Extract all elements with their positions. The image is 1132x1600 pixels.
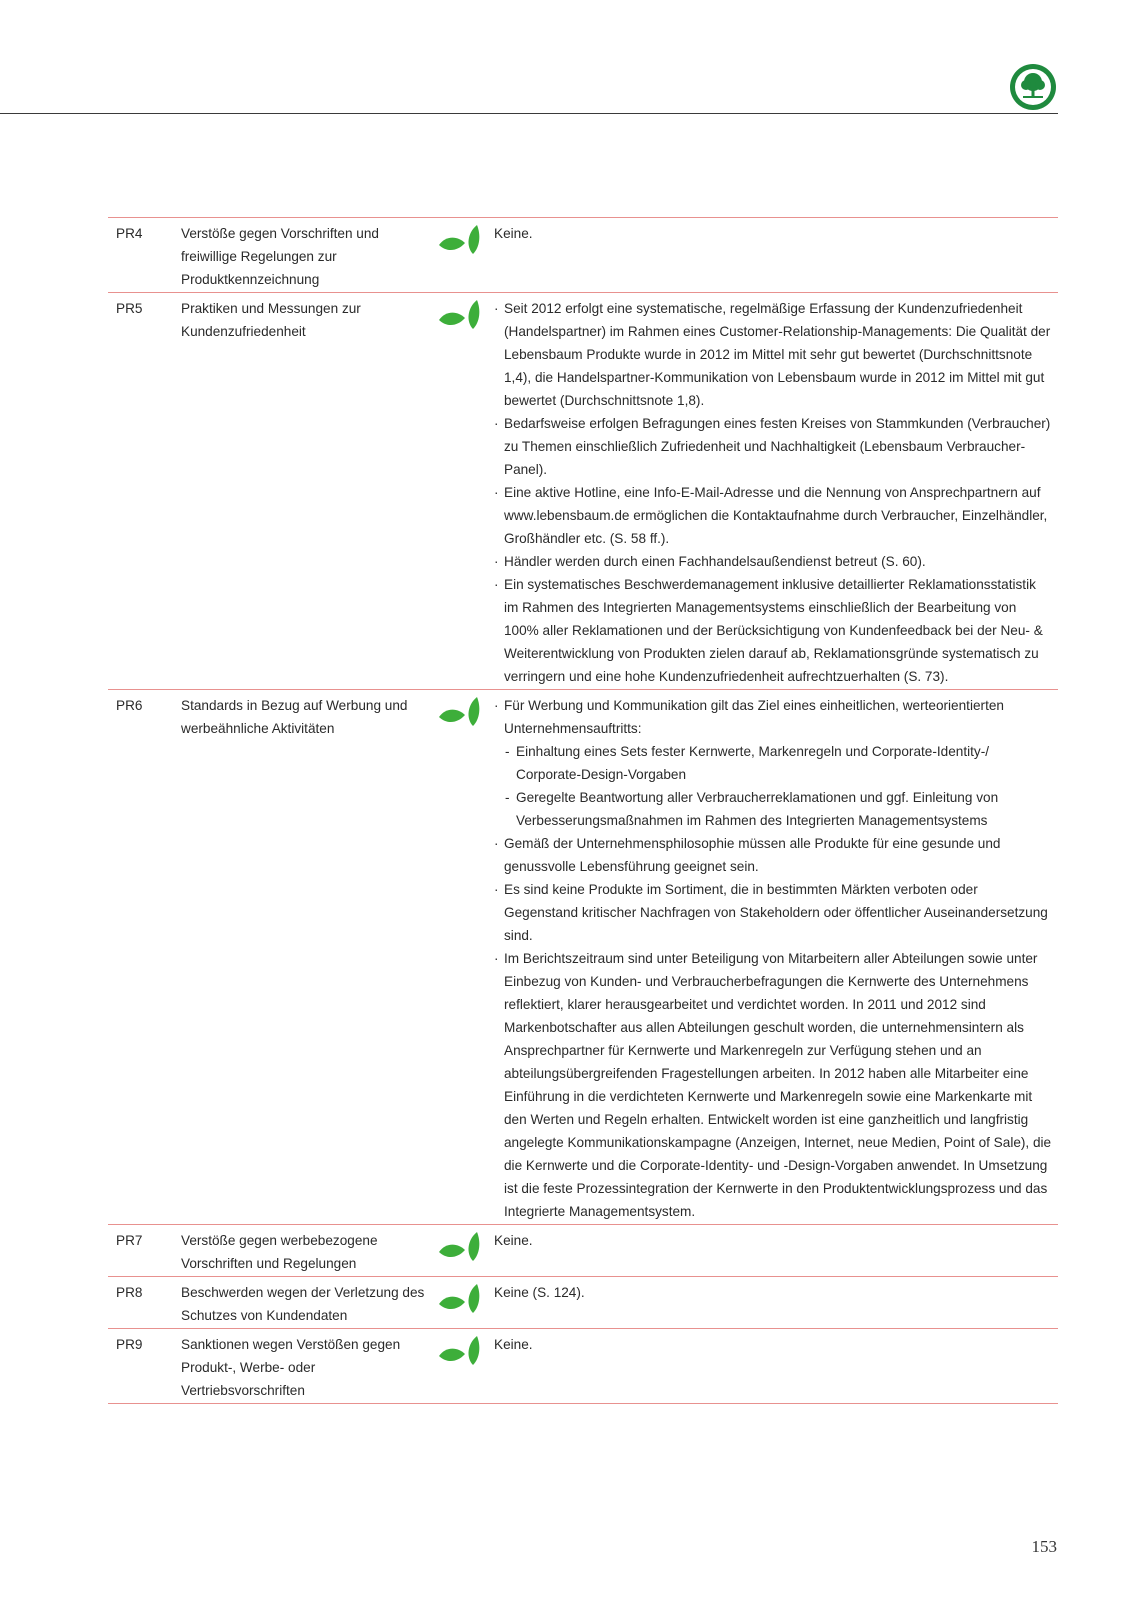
rating-indicator [437, 222, 494, 291]
lebensbaum-logo [1009, 63, 1057, 111]
bullet-marker: · [494, 698, 499, 713]
leaf-icon [437, 1282, 481, 1316]
indicator-code: PR8 [116, 1285, 143, 1300]
bullet-marker: · [494, 554, 499, 569]
indicator-code: PR6 [116, 698, 143, 713]
indicator-content [494, 1229, 1058, 1275]
bullet-item [494, 878, 1054, 947]
bullet-item [494, 550, 1054, 573]
dash-marker: - [505, 790, 510, 805]
bullet-item [494, 947, 1054, 1223]
table-row [108, 690, 1058, 1225]
bullet-item [494, 832, 1054, 878]
indicator-code: PR9 [116, 1337, 143, 1352]
bullet-text: Eine aktive Hotline, eine Info-E-Mail-Adresse und die Nennung von Ansprechpartnern auf www.lebensbaum.de ermöglichen die Kontaktaufnahme durch Verbraucher, Einzelhändler, Großhändler etc. (S. 58 ff.). [504, 485, 1048, 546]
content-text: Keine. [494, 1337, 533, 1352]
page-number: 153 [1031, 1537, 1057, 1556]
sub-item [494, 786, 1054, 832]
indicator-title: Sanktionen wegen Verstößen gegen Produkt-, Werbe- oder Vertriebsvorschriften [181, 1337, 401, 1398]
table-row [108, 1277, 1058, 1329]
indicator-title: Praktiken und Messungen zur Kundenzufriedenheit [181, 301, 361, 339]
indicator-title: Beschwerden wegen der Verletzung des Schutzes von Kundendaten [181, 1285, 425, 1323]
table-row [108, 1329, 1058, 1404]
indicator-code: PR5 [116, 301, 143, 316]
indicator-content [494, 694, 1058, 1223]
sub-item-text: Geregelte Beantwortung aller Verbraucherreklamationen und ggf. Einleitung von Verbesserungsmaßnahmen im Rahmen des Integrierten Managementsystems [516, 790, 999, 828]
bullet-text: Ein systematisches Beschwerdemanagement inklusive detaillierter Reklamationsstatistik im Rahmen des Integrierten Managementsystems einschließlich der Bearbeitung von 100% aller Reklamationen und der Berücksichtigung von Kundenfeedback bei der Neu- & Weiterentwicklung von Produkten zielen darauf ab, Reklamationsgründe systematisch zu verringern und eine hohe Kundenzufriedenheit aufrechtzuerhalten (S. 73). [504, 577, 1043, 684]
table-row [108, 1225, 1058, 1277]
leaf-icon [437, 223, 481, 257]
indicator-content [494, 297, 1058, 688]
bullet-item [494, 573, 1054, 688]
bullet-marker: · [494, 485, 499, 500]
bullet-text: Bedarfsweise erfolgen Befragungen eines festen Kreises von Stammkunden (Verbraucher) zu Themen einschließlich Zufriedenheit und Nachhaltigkeit (Lebensbaum Verbraucher-Panel). [504, 416, 1051, 477]
rating-indicator [437, 694, 494, 1223]
dash-marker: - [505, 744, 510, 759]
leaf-icon [437, 298, 481, 332]
indicator-title: Verstöße gegen werbebezogene Vorschriften und Regelungen [181, 1233, 378, 1271]
header-rule [0, 113, 1058, 114]
bullet-marker: · [494, 836, 499, 851]
rating-indicator [437, 1333, 494, 1402]
rating-indicator [437, 297, 494, 688]
bullet-text: Es sind keine Produkte im Sortiment, die in bestimmten Märkten verboten oder Gegenstand kritischer Nachfragen von Stakeholdern oder öffentlicher Auseinandersetzung sind. [504, 882, 1048, 943]
bullet-marker: · [494, 577, 499, 592]
indicator-title: Standards in Bezug auf Werbung und werbeähnliche Aktivitäten [181, 698, 408, 736]
table-row [108, 293, 1058, 690]
content-text: Keine. [494, 1233, 533, 1248]
indicator-content [494, 1281, 1058, 1327]
indicator-title: Verstöße gegen Vorschriften und freiwillige Regelungen zur Produktkennzeichnung [181, 226, 379, 287]
indicator-content [494, 222, 1058, 291]
leaf-icon [437, 1230, 481, 1264]
bullet-text: Im Berichtszeitraum sind unter Beteiligung von Mitarbeitern aller Abteilungen sowie unter Einbezug von Kunden- und Verbraucherbefragungen die Kernwerte des Unternehmens reflektiert, klarer herausgearbeitet und verdichtet worden. In 2011 und 2012 sind Markenbotschafter aus allen Abteilungen geschult worden, die unternehmensintern als Ansprechpartner für Kernwerte und Markenregeln zur Verfügung stehen und an abteilungsübergreifenden Fragestellungen arbeiten. In 2012 haben alle Mitarbeiter eine Einführung in die verdichteten Kernwerte und Markenregeln sowie eine Markenkarte mit den Werten und Regeln erhalten. Entwickelt worden ist eine ganzheitlich und langfristig angelegte Kommunikationskampagne (Anzeigen, Internet, neue Medien, Point of Sale), die die Kernwerte und die Corporate-Identity- und -Design-Vorgaben anwendet. In Umsetzung ist die feste Prozessintegration der Kernwerte in den Produktentwicklungsprozess und das Integrierte Managementsystem. [504, 951, 1052, 1219]
sub-item [494, 740, 1054, 786]
bullet-marker: · [494, 416, 499, 431]
bullet-text: Händler werden durch einen Fachhandelsaußendienst betreut (S. 60). [504, 554, 926, 569]
sub-item-text: Einhaltung eines Sets fester Kernwerte, Markenregeln und Corporate-Identity-/ Corporate-Design-Vorgaben [516, 744, 990, 782]
bullet-item [494, 412, 1054, 481]
rating-indicator [437, 1281, 494, 1327]
bullet-marker: · [494, 882, 499, 897]
bullet-marker: · [494, 301, 499, 316]
content-text: Keine (S. 124). [494, 1285, 585, 1300]
bullet-marker: · [494, 951, 499, 966]
table-row [108, 218, 1058, 293]
bullet-item [494, 481, 1054, 550]
leaf-icon [437, 695, 481, 729]
bullet-item [494, 694, 1054, 740]
bullet-text: Gemäß der Unternehmensphilosophie müssen alle Produkte für eine gesunde und genussvolle Lebensführung geeignet sein. [504, 836, 1001, 874]
indicator-code: PR4 [116, 226, 143, 241]
bullet-text: Seit 2012 erfolgt eine systematische, regelmäßige Erfassung der Kundenzufriedenheit (Handelspartner) im Rahmen eines Customer-Relationship-Managements: Die Qualität der Lebensbaum Produkte wurde in 2012 im Mittel mit sehr gut bewertet (Durchschnittsnote 1,4), die Handelspartner-Kommunikation von Lebensbaum wurde in 2012 im Mittel mit gut bewertet (Durchschnittsnote 1,8). [504, 301, 1051, 408]
content-text: Keine. [494, 226, 533, 241]
indicator-code: PR7 [116, 1233, 143, 1248]
indicator-content [494, 1333, 1058, 1402]
bullet-item [494, 297, 1054, 412]
leaf-icon [437, 1334, 481, 1368]
rating-indicator [437, 1229, 494, 1275]
gri-indicator-table [108, 217, 1058, 1404]
bullet-text: Für Werbung und Kommunikation gilt das Ziel eines einheitlichen, werteorientierten Unternehmensauftritts: [504, 698, 1004, 736]
